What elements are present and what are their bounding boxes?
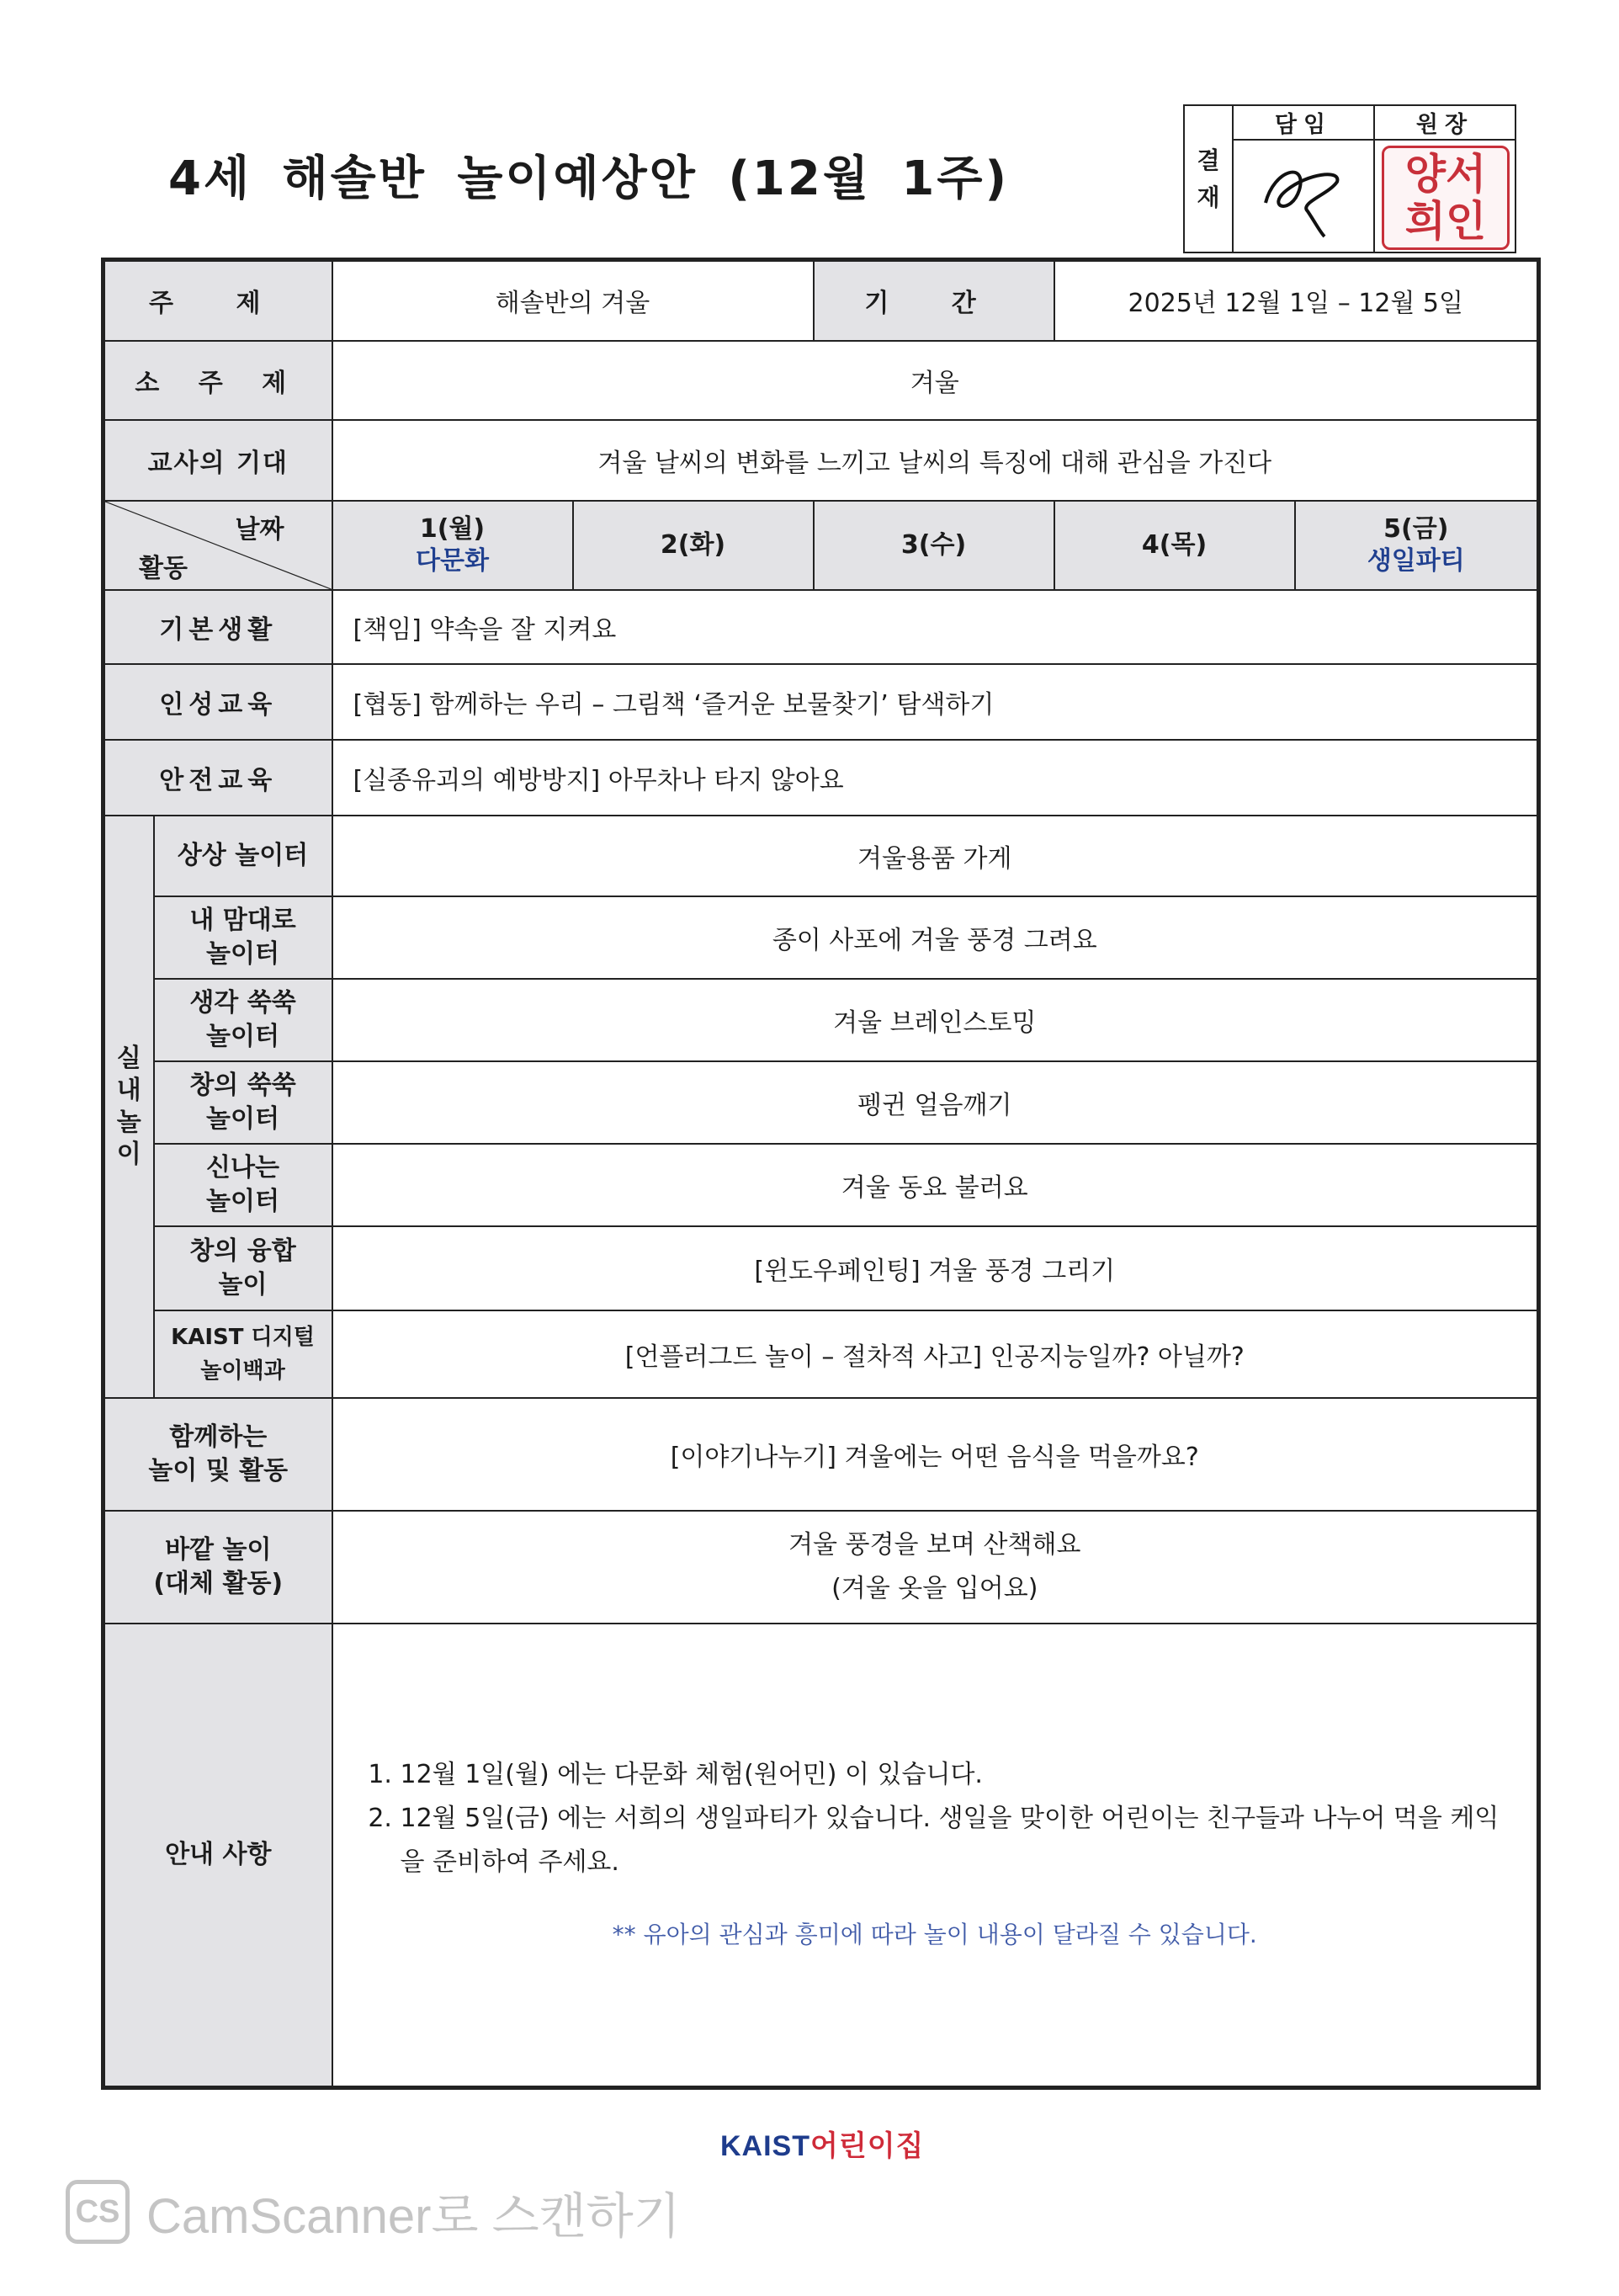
day-label: 2(화)	[660, 529, 726, 560]
indoor-item-label: KAIST 디지털 놀이백과	[154, 1310, 332, 1398]
period-label: 기 간	[814, 260, 1054, 341]
together-label: 함께하는 놀이 및 활동	[104, 1398, 332, 1511]
approval-director-header: 원장	[1374, 105, 1515, 140]
day-note: 다문화	[416, 545, 489, 576]
approval-label: 결재	[1184, 105, 1233, 252]
safety-value: [실종유괴의 예방방지] 아무차나 타지 않아요	[332, 740, 1539, 816]
plan-table	[101, 258, 1541, 2090]
director-seal: 양서 희인	[1382, 146, 1510, 250]
outdoor-value	[332, 1511, 1539, 1624]
outdoor-line: (겨울 옷을 입어요)	[831, 1573, 1038, 1603]
period-value: 2025년 12월 1일 – 12월 5일	[1054, 260, 1539, 341]
basic-life-value: [책임] 약속을 잘 지켜요	[332, 590, 1539, 664]
notice-list	[367, 1753, 1504, 1884]
camscanner-icon: CS	[66, 2180, 130, 2244]
day-label: 3(수)	[900, 529, 967, 560]
topic-label: 주 제	[104, 260, 332, 341]
page-title: 4세 해솔반 놀이예상안 (12월 1주)	[168, 151, 1010, 206]
day-label: 5(금)	[1383, 513, 1449, 544]
outdoor-line: 겨울 풍경을 보며 산책해요	[788, 1529, 1081, 1560]
day-label: 4(목)	[1141, 529, 1208, 560]
activity-label: 활동	[139, 553, 188, 583]
kindergarten-logo	[720, 2123, 924, 2164]
day-monday	[332, 501, 573, 590]
scanner-watermark	[66, 2176, 681, 2247]
outdoor-label: 바깥 놀이 (대체 활동)	[104, 1511, 332, 1624]
safety-label: 안전교육	[104, 740, 332, 816]
teacher-signature	[1233, 140, 1374, 252]
character-value: [협동] 함께하는 우리 – 그림책 ‘즐거운 보물찾기’ 탐색하기	[332, 664, 1539, 740]
basic-life-label: 기본생활	[104, 590, 332, 664]
indoor-item-content: [윈도우페인팅] 겨울 풍경 그리기	[332, 1226, 1539, 1310]
day-label: 1(월)	[419, 513, 486, 544]
day-wednesday	[814, 501, 1054, 590]
subtopic-value: 겨울	[332, 341, 1539, 420]
signature-icon	[1240, 144, 1367, 245]
logo-en: KAIST	[720, 2130, 810, 2162]
day-friday	[1295, 501, 1539, 590]
day-tuesday	[573, 501, 814, 590]
scanner-text: CamScanner로 스캔하기	[146, 2189, 681, 2244]
indoor-item-label: 창의 쑥쑥 놀이터	[154, 1061, 332, 1144]
indoor-item-label: 생각 쑥쑥 놀이터	[154, 979, 332, 1061]
notice-content	[332, 1624, 1539, 2088]
subtopic-label: 소 주 제	[104, 341, 332, 420]
day-note: 생일파티	[1367, 545, 1465, 576]
indoor-item-content: 겨울 브레인스토밍	[332, 979, 1539, 1061]
character-label: 인성교육	[104, 664, 332, 740]
approval-box	[1183, 104, 1516, 253]
date-label: 날짜	[235, 514, 284, 545]
indoor-item-content: 펭귄 얼음깨기	[332, 1061, 1539, 1144]
indoor-item-label: 창의 융합 놀이	[154, 1226, 332, 1310]
indoor-item-content: 겨울 동요 불러요	[332, 1144, 1539, 1226]
notice-item: 1. 12월 1일(월) 에는 다문화 체험(원어민) 이 있습니다.	[401, 1753, 1504, 1797]
indoor-item-content: 겨울용품 가게	[332, 816, 1539, 896]
topic-value: 해솔반의 겨울	[332, 260, 814, 341]
date-activity-header	[104, 501, 332, 590]
indoor-item-label: 신나는 놀이터	[154, 1144, 332, 1226]
indoor-item-label: 내 맘대로 놀이터	[154, 896, 332, 979]
indoor-item-content: [언플러그드 놀이 – 절차적 사고] 인공지능일까? 아닐까?	[332, 1310, 1539, 1398]
logo-kr: 어린이집	[810, 2130, 925, 2162]
expect-value: 겨울 날씨의 변화를 느끼고 날씨의 특징에 대해 관심을 가진다	[332, 420, 1539, 501]
indoor-item-label: 상상 놀이터	[154, 816, 332, 896]
indoor-play-label: 실내놀이	[104, 816, 154, 1398]
notice-label: 안내 사항	[104, 1624, 332, 2088]
director-seal-cell	[1374, 140, 1515, 252]
notice-remark: ** 유아의 관심과 흥미에 따라 놀이 내용이 달라질 수 있습니다.	[612, 1920, 1257, 1948]
notice-item: 2. 12월 5일(금) 에는 서희의 생일파티가 있습니다. 생일을 맞이한 어린이는 친구들과 나누어 먹을 케익을 준비하여 주세요.	[401, 1797, 1504, 1884]
approval-teacher-header: 담임	[1233, 105, 1374, 140]
day-thursday	[1054, 501, 1295, 590]
together-value: [이야기나누기] 겨울에는 어떤 음식을 먹을까요?	[332, 1398, 1539, 1511]
indoor-item-content: 종이 사포에 겨울 풍경 그려요	[332, 896, 1539, 979]
expect-label: 교사의 기대	[104, 420, 332, 501]
